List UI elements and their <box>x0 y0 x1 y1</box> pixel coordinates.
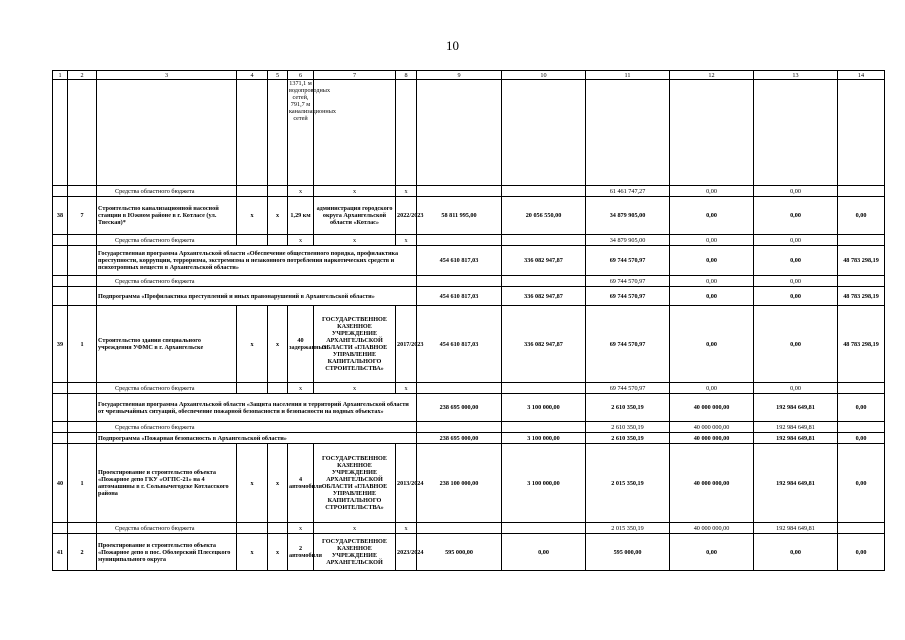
table-row: 39 1 Строительство здания специального учреждения УФМС в г. Архангельске x x 40 задержанных ГОСУДАРСТВЕННОЕ КАЗЕННОЕ УЧРЕЖДЕНИЕ АРХАНГЕЛЬСКОЙ ОБЛАСТИ «ГЛАВНОЕ УПРАВЛЕНИЕ КАПИТАЛЬНОГО СТРОИТЕЛЬСТВА» 2017/2023 454 610 817,03 336 082 947,87 69 744 570,97 0,00 0,00 48 783 298,19 <box>53 306 885 383</box>
col-header: 9 <box>417 71 502 80</box>
table-row: Подпрограмма «Профилактика преступлений и иных правонарушений в Архангельской области» 454 610 817,03 336 082 947,87 69 744 570,97 0,00 0,00 48 783 298,19 <box>53 287 885 306</box>
page-number: 10 <box>446 38 459 53</box>
col-header: 5 <box>268 71 288 80</box>
cell-capacity: 1371,1 м водопроводных сетей, 791,7 м канализационных сетей <box>288 80 314 186</box>
object-name: Проектирование и строительство объекта «Пожарное депо в пос. Оболерский Плесецкого муниципального округа <box>97 534 237 571</box>
budget-label: Средства областного бюджета <box>97 422 417 433</box>
col-header: 1 <box>53 71 68 80</box>
col-header: 7 <box>314 71 396 80</box>
program-title: Государственная программа Архангельской области «Защита населения и территорий Архангельской области от чрезвычайных ситуаций, обеспечение пожарной безопасности и безопасности на водных объектах» <box>97 394 417 422</box>
budget-label: Средства областного бюджета <box>97 523 237 534</box>
budget-label: Средства областного бюджета <box>97 383 237 394</box>
col-header: 10 <box>502 71 586 80</box>
program-title: Государственная программа Архангельской области «Обеспечение общественного порядка, профилактика преступности, коррупции, терроризма, экстремизма и незаконного потребления наркотических средств и психотропных веществ в Архангельской области» <box>97 246 417 276</box>
table-row: Средства областного бюджета x x x 69 744 570,97 0,00 0,00 <box>53 383 885 394</box>
col-header: 12 <box>670 71 754 80</box>
col-header: 6 <box>288 71 314 80</box>
col-header: 4 <box>237 71 268 80</box>
header-row <box>53 71 885 80</box>
col-header: 8 <box>396 71 417 80</box>
table-row: 38 7 Строительство канализационной насосной станции в Южном районе в г. Котласе (ул. Твеская)* x x 1,29 км администрация городского округа Архангельской области «Котлас» 2022/2023 58 811 995,00 20 056 550,00 34 879 905,00 0,00 0,00 0,00 <box>53 197 885 235</box>
col-header: 2 <box>68 71 97 80</box>
table-row: 41 2 Проектирование и строительство объекта «Пожарное депо в пос. Оболерский Плесецкого муниципального округа x x 2 автомобиля ГОСУДАРСТВЕННОЕ КАЗЕННОЕ УЧРЕЖДЕНИЕ АРХАНГЕЛЬСКОЙ 2023/2024 595 000,00 0,00 595 000,00 0,00 0,00 0,00 <box>53 534 885 571</box>
investment-table <box>52 70 885 571</box>
col-header: 11 <box>586 71 670 80</box>
table-row: Средства областного бюджета 2 610 350,19 40 000 000,00 192 984 649,81 <box>53 422 885 433</box>
table-row: Средства областного бюджета x x x 61 461 747,27 0,00 0,00 <box>53 186 885 197</box>
table-row: Государственная программа Архангельской области «Обеспечение общественного порядка, профилактика преступности, коррупции, терроризма, экстремизма и незаконного потребления наркотических средств и психотропных веществ в Архангельской области» 454 610 817,03 336 082 947,87 69 744 570,97 0,00 0,00 48 783 298,19 <box>53 246 885 276</box>
table-row <box>53 80 885 186</box>
subprogram-title: Подпрограмма «Профилактика преступлений и иных правонарушений в Архангельской области» <box>97 287 417 306</box>
table-row: Средства областного бюджета 69 744 570,97 0,00 0,00 <box>53 276 885 287</box>
table-row: Государственная программа Архангельской области «Защита населения и территорий Архангельской области от чрезвычайных ситуаций, обеспечение пожарной безопасности и безопасности на водных объектах» 238 695 000,00 3 100 000,00 2 610 350,19 40 000 000,00 192 984 649,81 0,00 <box>53 394 885 422</box>
table-row: Средства областного бюджета x x x 2 015 350,19 40 000 000,00 192 984 649,81 <box>53 523 885 534</box>
object-name: Строительство здания специального учреждения УФМС в г. Архангельске <box>97 306 237 383</box>
col-header: 13 <box>754 71 838 80</box>
table-row: Подпрограмма «Пожарная безопасность в Архангельской области» 238 695 000,00 3 100 000,00 2 610 350,19 40 000 000,00 192 984 649,81 0,00 <box>53 433 885 444</box>
budget-label: Средства областного бюджета <box>97 186 237 197</box>
object-name: Проектирование и строительство объекта «Пожарное депо ГКУ «ОГПС-21» на 4 автомашины в г. Сольвычегодске Котласского района <box>97 444 237 523</box>
subprogram-title: Подпрограмма «Пожарная безопасность в Архангельской области» <box>97 433 417 444</box>
col-header: 14 <box>838 71 885 80</box>
col-header: 3 <box>97 71 237 80</box>
object-name: Строительство канализационной насосной станции в Южном районе в г. Котласе (ул. Твеская)* <box>97 197 237 235</box>
budget-label: Средства областного бюджета <box>97 235 237 246</box>
table-row: Средства областного бюджета x x x 34 879 905,00 0,00 0,00 <box>53 235 885 246</box>
budget-label: Средства областного бюджета <box>97 276 417 287</box>
table-row: 40 1 Проектирование и строительство объекта «Пожарное депо ГКУ «ОГПС-21» на 4 автомашины в г. Сольвычегодске Котласского района x x 4 автомобиля ГОСУДАРСТВЕННОЕ КАЗЕННОЕ УЧРЕЖДЕНИЕ АРХАНГЕЛЬСКОЙ ОБЛАСТИ «ГЛАВНОЕ УПРАВЛЕНИЕ КАПИТАЛЬНОГО СТРОИТЕЛЬСТВА» 2013/2024 238 100 000,00 3 100 000,00 2 015 350,19 40 000 000,00 192 984 649,81 0,00 <box>53 444 885 523</box>
